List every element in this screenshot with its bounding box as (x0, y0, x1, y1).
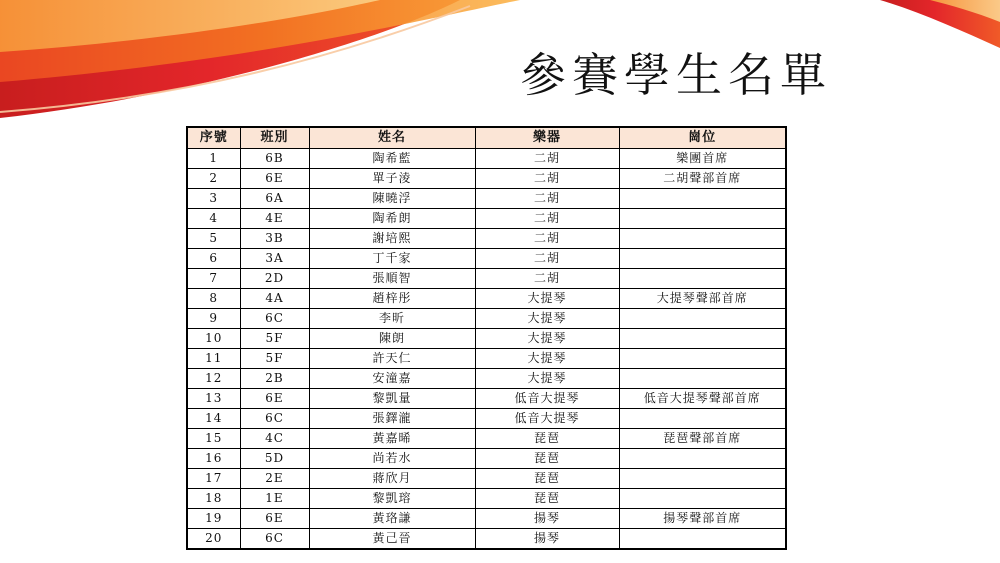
cell-class: 2B (240, 369, 309, 389)
cell-role: 大提琴聲部首席 (619, 289, 786, 309)
table-row (187, 469, 786, 489)
table-row (187, 209, 786, 229)
cell-class: 5F (240, 329, 309, 349)
cell-instrument: 二胡 (475, 269, 619, 289)
cell-name: 趙梓彤 (309, 289, 475, 309)
table-row (187, 449, 786, 469)
table-row (187, 149, 786, 169)
cell-class: 5D (240, 449, 309, 469)
column-header-class: 班別 (240, 127, 309, 149)
table-row (187, 509, 786, 529)
cell-role (619, 489, 786, 509)
cell-role (619, 349, 786, 369)
cell-class: 6C (240, 529, 309, 550)
column-header-instrument: 樂器 (475, 127, 619, 149)
cell-instrument: 二胡 (475, 229, 619, 249)
cell-number: 13 (187, 389, 240, 409)
cell-number: 6 (187, 249, 240, 269)
cell-class: 6E (240, 389, 309, 409)
cell-class: 3A (240, 249, 309, 269)
cell-number: 20 (187, 529, 240, 550)
cell-role (619, 269, 786, 289)
table-row (187, 369, 786, 389)
cell-role: 二胡聲部首席 (619, 169, 786, 189)
cell-instrument: 大提琴 (475, 369, 619, 389)
table-header-row (187, 127, 786, 149)
column-header-role: 崗位 (619, 127, 786, 149)
student-roster-table (186, 126, 787, 550)
cell-instrument: 二胡 (475, 209, 619, 229)
cell-role (619, 409, 786, 429)
cell-role (619, 529, 786, 550)
cell-class: 2E (240, 469, 309, 489)
table-row (187, 529, 786, 550)
cell-instrument: 揚琴 (475, 509, 619, 529)
cell-role (619, 449, 786, 469)
cell-name: 李昕 (309, 309, 475, 329)
cell-number: 18 (187, 489, 240, 509)
cell-number: 2 (187, 169, 240, 189)
cell-name: 黎凱瑢 (309, 489, 475, 509)
cell-class: 4C (240, 429, 309, 449)
table-row (187, 249, 786, 269)
decorative-swoosh-banner (0, 0, 1000, 130)
cell-class: 2D (240, 269, 309, 289)
table-row (187, 349, 786, 369)
cell-role (619, 309, 786, 329)
cell-number: 19 (187, 509, 240, 529)
cell-class: 6E (240, 169, 309, 189)
cell-name: 陶希藍 (309, 149, 475, 169)
cell-instrument: 大提琴 (475, 309, 619, 329)
cell-class: 6A (240, 189, 309, 209)
cell-role: 樂團首席 (619, 149, 786, 169)
cell-instrument: 大提琴 (475, 289, 619, 309)
cell-class: 6C (240, 309, 309, 329)
cell-instrument: 二胡 (475, 249, 619, 269)
cell-class: 1E (240, 489, 309, 509)
cell-name: 黎凱量 (309, 389, 475, 409)
cell-instrument: 二胡 (475, 149, 619, 169)
table-row (187, 189, 786, 209)
cell-role: 琵琶聲部首席 (619, 429, 786, 449)
cell-role (619, 189, 786, 209)
table-row (187, 169, 786, 189)
cell-role (619, 329, 786, 349)
cell-class: 3B (240, 229, 309, 249)
column-header-number: 序號 (187, 127, 240, 149)
cell-number: 5 (187, 229, 240, 249)
cell-name: 丁千家 (309, 249, 475, 269)
cell-name: 張順智 (309, 269, 475, 289)
cell-instrument: 低音大提琴 (475, 409, 619, 429)
cell-name: 陳曉浮 (309, 189, 475, 209)
cell-instrument: 二胡 (475, 189, 619, 209)
cell-instrument: 琵琶 (475, 469, 619, 489)
cell-number: 17 (187, 469, 240, 489)
cell-role (619, 469, 786, 489)
cell-instrument: 大提琴 (475, 329, 619, 349)
cell-number: 10 (187, 329, 240, 349)
cell-number: 11 (187, 349, 240, 369)
cell-role (619, 209, 786, 229)
cell-number: 14 (187, 409, 240, 429)
cell-class: 6E (240, 509, 309, 529)
cell-instrument: 二胡 (475, 169, 619, 189)
cell-number: 16 (187, 449, 240, 469)
table-body (187, 149, 786, 550)
cell-number: 9 (187, 309, 240, 329)
cell-name: 蔣欣月 (309, 469, 475, 489)
cell-instrument: 大提琴 (475, 349, 619, 369)
table-row (187, 329, 786, 349)
table-row (187, 309, 786, 329)
cell-class: 6B (240, 149, 309, 169)
cell-name: 安潼嘉 (309, 369, 475, 389)
column-header-name: 姓名 (309, 127, 475, 149)
cell-name: 黃己晉 (309, 529, 475, 550)
cell-name: 陳朗 (309, 329, 475, 349)
cell-name: 許天仁 (309, 349, 475, 369)
cell-name: 張鐸瀧 (309, 409, 475, 429)
cell-role (619, 369, 786, 389)
cell-class: 6C (240, 409, 309, 429)
cell-instrument: 低音大提琴 (475, 389, 619, 409)
table-row (187, 409, 786, 429)
cell-name: 單子淩 (309, 169, 475, 189)
cell-role: 揚琴聲部首席 (619, 509, 786, 529)
cell-number: 15 (187, 429, 240, 449)
cell-name: 黃嘉晞 (309, 429, 475, 449)
cell-instrument: 揚琴 (475, 529, 619, 550)
cell-class: 4E (240, 209, 309, 229)
slide-title: 參賽學生名單 (520, 48, 832, 102)
table-row (187, 229, 786, 249)
cell-number: 8 (187, 289, 240, 309)
table-row (187, 269, 786, 289)
cell-number: 1 (187, 149, 240, 169)
table-row (187, 489, 786, 509)
cell-instrument: 琵琶 (475, 429, 619, 449)
cell-role: 低音大提琴聲部首席 (619, 389, 786, 409)
cell-number: 12 (187, 369, 240, 389)
cell-instrument: 琵琶 (475, 449, 619, 469)
cell-class: 4A (240, 289, 309, 309)
table-row (187, 289, 786, 309)
cell-class: 5F (240, 349, 309, 369)
cell-role (619, 229, 786, 249)
cell-name: 謝培熙 (309, 229, 475, 249)
cell-instrument: 琵琶 (475, 489, 619, 509)
cell-role (619, 249, 786, 269)
cell-name: 陶希朗 (309, 209, 475, 229)
cell-name: 尚若水 (309, 449, 475, 469)
cell-number: 4 (187, 209, 240, 229)
cell-name: 黃珞謙 (309, 509, 475, 529)
cell-number: 3 (187, 189, 240, 209)
table-row (187, 429, 786, 449)
cell-number: 7 (187, 269, 240, 289)
table-row (187, 389, 786, 409)
